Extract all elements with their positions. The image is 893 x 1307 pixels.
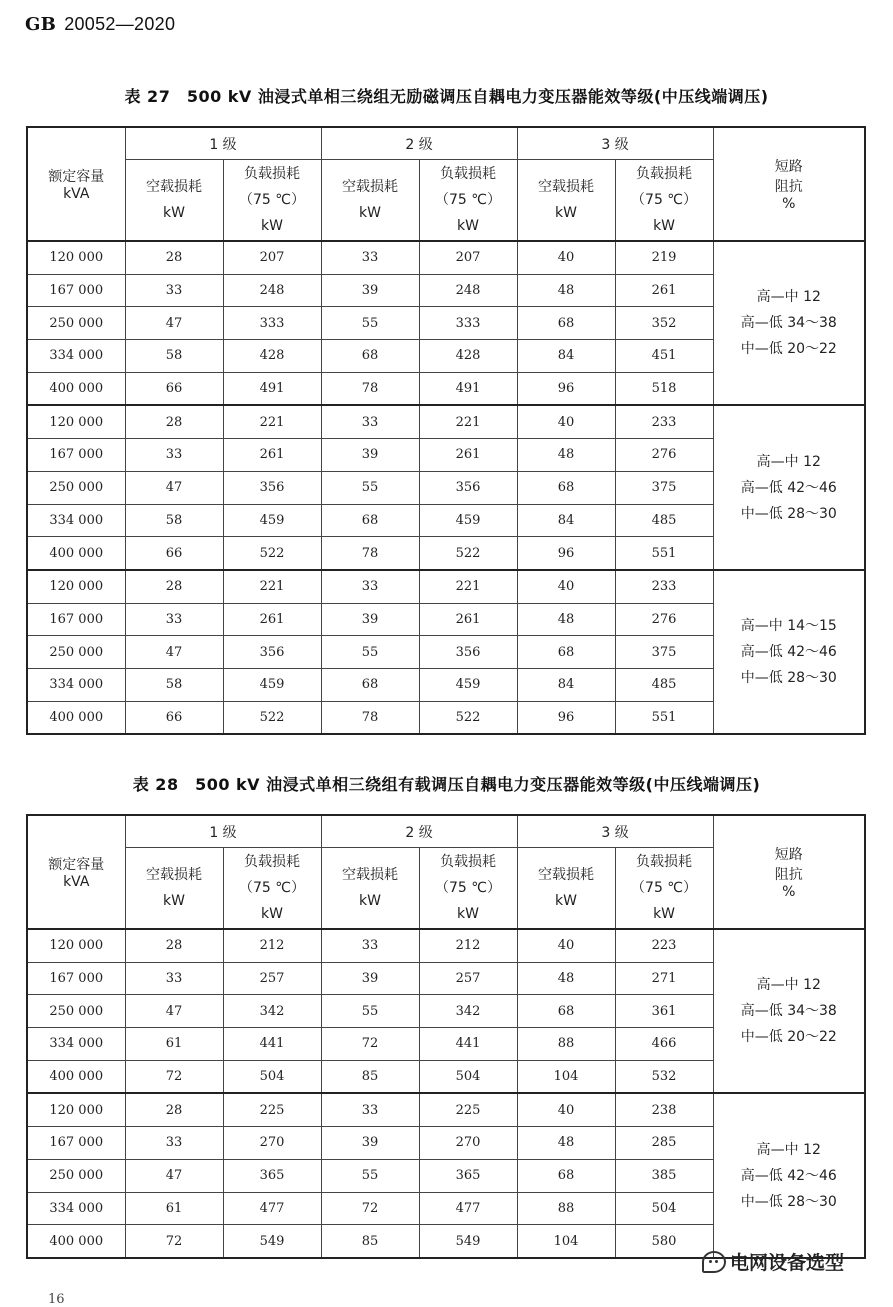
noload-loss-header [125,848,223,930]
table-cell: 78 [321,372,419,405]
table-cell: 167 000 [27,962,125,995]
header-line: 负载损耗 [244,166,300,182]
table-cell: 522 [419,701,517,734]
header-line: kW [261,218,283,234]
table-cell: 233 [615,570,713,603]
table-cell: 451 [615,340,713,373]
table-cell: 261 [223,439,321,472]
table-cell: 459 [223,668,321,701]
table-cell: 257 [223,962,321,995]
table-cell: 48 [517,962,615,995]
table-cell: 250 000 [27,636,125,669]
table-cell: 207 [419,241,517,274]
header-line: 额定容量 [48,857,105,873]
header-line: kW [457,906,479,922]
table-cell: 441 [223,1028,321,1061]
table-cell: 385 [615,1159,713,1192]
standard-code: GB 20052—2020 [25,14,176,35]
table-cell: 167 000 [27,1127,125,1160]
header-line: （75 ℃） [435,192,502,208]
table-cell: 477 [223,1192,321,1225]
header-line: （75 ℃） [435,880,502,896]
table-cell: 485 [615,504,713,537]
table-cell: 28 [125,570,223,603]
table-cell: 250 000 [27,471,125,504]
table-cell: 361 [615,995,713,1028]
row-group [27,929,865,1093]
table-cell: 250 000 [27,307,125,340]
impedance-cell [713,405,865,569]
table-cell: 250 000 [27,995,125,1028]
load-loss-header [223,848,321,930]
table-cell: 428 [223,340,321,373]
table-cell: 96 [517,701,615,734]
table-cell: 375 [615,471,713,504]
header-line: 负载损耗 [636,166,693,182]
table-cell: 120 000 [27,405,125,438]
table-cell: 248 [223,274,321,307]
table-cell: 400 000 [27,372,125,405]
table-cell: 333 [223,307,321,340]
table-cell: 85 [321,1060,419,1093]
table-cell: 48 [517,603,615,636]
table-cell: 400 000 [27,537,125,570]
table-cell: 238 [615,1093,713,1126]
table-cell: 167 000 [27,603,125,636]
table-cell: 96 [517,372,615,405]
table-cell: 88 [517,1192,615,1225]
impedance-header [713,815,865,929]
impedance-cell [713,570,865,734]
table-cell: 33 [321,1093,419,1126]
table-cell: 39 [321,274,419,307]
table-cell: 66 [125,372,223,405]
row-group [27,570,865,734]
header-line: 负载损耗 [636,854,693,870]
header-line: （75 ℃） [631,880,698,896]
grade3-header: 3 级 [517,127,713,160]
table-cell: 58 [125,504,223,537]
table-cell: 68 [517,636,615,669]
table-cell: 532 [615,1060,713,1093]
table-cell: 167 000 [27,439,125,472]
table-cell: 78 [321,701,419,734]
table-cell: 334 000 [27,504,125,537]
watermark-text: 电网设备选型 [730,1252,845,1274]
table-cell: 522 [419,537,517,570]
table-cell: 47 [125,471,223,504]
impedance-line: 高—中 12 [756,453,821,470]
table-cell: 61 [125,1028,223,1061]
impedance-cell [713,1093,865,1257]
header-line: 阻抗 [774,867,803,883]
table-cell: 342 [419,995,517,1028]
table-cell: 33 [321,570,419,603]
impedance-line: 高—低 34～38 [740,1003,837,1020]
header-line: 空载损耗 [342,179,399,195]
table-cell: 400 000 [27,1060,125,1093]
table-cell: 219 [615,241,713,274]
table-cell: 549 [223,1225,321,1258]
table-cell: 352 [615,307,713,340]
table-cell: 428 [419,340,517,373]
header-line: kVA [63,186,90,202]
table-cell: 104 [517,1060,615,1093]
header-line: kW [359,893,381,909]
table-cell: 39 [321,962,419,995]
impedance-line: 高—低 42～46 [740,644,837,661]
impedance-header [713,127,865,241]
table-cell: 356 [419,636,517,669]
table-row [27,570,865,603]
table-cell: 551 [615,537,713,570]
table-cell: 28 [125,241,223,274]
table-cell: 55 [321,307,419,340]
header-line: kVA [63,874,90,890]
table-cell: 55 [321,995,419,1028]
table-cell: 212 [223,929,321,962]
table-cell: 485 [615,668,713,701]
table-cell: 285 [615,1127,713,1160]
table-cell: 84 [517,340,615,373]
table-cell: 120 000 [27,929,125,962]
table-cell: 334 000 [27,1192,125,1225]
table-cell: 39 [321,1127,419,1160]
table-cell: 33 [321,405,419,438]
table-cell: 261 [419,603,517,636]
table-cell: 225 [419,1093,517,1126]
table-cell: 580 [615,1225,713,1258]
table-cell: 48 [517,439,615,472]
grade2-header: 2 级 [321,127,517,160]
table-cell: 459 [223,504,321,537]
header-line: % [782,884,796,900]
impedance-line: 高—低 42～46 [740,479,837,496]
table-row [27,405,865,438]
noload-loss-header [125,160,223,242]
table-cell: 120 000 [27,570,125,603]
table-cell: 68 [517,471,615,504]
table-cell: 72 [321,1192,419,1225]
table-cell: 225 [223,1093,321,1126]
table-cell: 28 [125,1093,223,1126]
table-cell: 167 000 [27,274,125,307]
impedance-line: 中—低 28～30 [740,1193,837,1210]
table-cell: 504 [419,1060,517,1093]
table-cell: 120 000 [27,1093,125,1126]
table-cell: 276 [615,439,713,472]
header-line: 负载损耗 [440,854,497,870]
table-cell: 221 [419,570,517,603]
table-cell: 66 [125,537,223,570]
table-cell: 261 [223,603,321,636]
header-line: kW [457,218,479,234]
table-cell: 441 [419,1028,517,1061]
watermark [702,1248,844,1275]
impedance-line: 高—中 14～15 [740,618,837,635]
row-group [27,241,865,405]
header-line: 空载损耗 [342,867,399,883]
table-cell: 33 [125,962,223,995]
table-cell: 459 [419,504,517,537]
table-cell: 522 [223,537,321,570]
table-cell: 491 [419,372,517,405]
impedance-line: 高—中 12 [756,977,821,994]
table-cell: 72 [125,1225,223,1258]
page-number: 16 [48,1292,65,1307]
noload-loss-header [321,160,419,242]
table-cell: 47 [125,1159,223,1192]
table-cell: 68 [321,504,419,537]
table-cell: 72 [125,1060,223,1093]
table-row [27,1093,865,1126]
table-cell: 40 [517,405,615,438]
table-cell: 104 [517,1225,615,1258]
header-line: （75 ℃） [631,192,698,208]
grade3-header: 3 级 [517,815,713,848]
header-line: 阻抗 [774,179,803,195]
table-cell: 61 [125,1192,223,1225]
impedance-cell [713,241,865,405]
table-cell: 33 [321,929,419,962]
table-row [27,929,865,962]
table-cell: 221 [419,405,517,438]
header-line: 空载损耗 [538,179,595,195]
table-cell: 466 [615,1028,713,1061]
table-cell: 84 [517,668,615,701]
table-cell: 48 [517,274,615,307]
table-cell: 375 [615,636,713,669]
table-cell: 40 [517,241,615,274]
table-cell: 47 [125,636,223,669]
table-cell: 549 [419,1225,517,1258]
header-line: kW [555,893,577,909]
impedance-line: 高—中 12 [756,1141,821,1158]
impedance-cell [713,929,865,1093]
table-cell: 47 [125,995,223,1028]
impedance-line: 高—低 34～38 [740,315,837,332]
header-line: kW [653,906,676,922]
impedance-line: 中—低 28～30 [740,670,837,687]
table-cell: 356 [223,471,321,504]
table-cell: 55 [321,471,419,504]
table-cell: 96 [517,537,615,570]
grade1-header: 1 级 [125,127,321,160]
table-cell: 88 [517,1028,615,1061]
table-cell: 221 [223,570,321,603]
table-cell: 39 [321,439,419,472]
table-cell: 48 [517,1127,615,1160]
impedance-line: 中—低 28～30 [740,505,837,522]
table-cell: 257 [419,962,517,995]
table-cell: 334 000 [27,668,125,701]
load-loss-header [223,160,321,242]
table-cell: 33 [125,1127,223,1160]
table-cell: 72 [321,1028,419,1061]
impedance-line: 中—低 20～22 [740,341,837,358]
table-cell: 270 [223,1127,321,1160]
row-group [27,405,865,569]
table-cell: 400 000 [27,701,125,734]
table-cell: 120 000 [27,241,125,274]
header-line: 短路 [774,847,803,863]
load-loss-header [419,848,517,930]
load-loss-header [615,848,713,930]
table-cell: 334 000 [27,1028,125,1061]
table-cell: 68 [321,340,419,373]
header-line: kW [163,893,185,909]
table-cell: 66 [125,701,223,734]
table-cell: 551 [615,701,713,734]
table-cell: 477 [419,1192,517,1225]
table-cell: 47 [125,307,223,340]
table28 [26,814,866,1259]
table-cell: 84 [517,504,615,537]
table-cell: 40 [517,1093,615,1126]
header-line: kW [163,205,185,221]
table-cell: 221 [223,405,321,438]
table-cell: 504 [223,1060,321,1093]
table-cell: 233 [615,405,713,438]
table-cell: 365 [419,1159,517,1192]
impedance-line: 高—低 42～46 [740,1167,837,1184]
header-line: 额定容量 [48,169,105,185]
header-line: 负载损耗 [440,166,497,182]
table-cell: 459 [419,668,517,701]
table-cell: 504 [615,1192,713,1225]
table-cell: 356 [223,636,321,669]
table-cell: 58 [125,340,223,373]
table-cell: 207 [223,241,321,274]
header-line: 负载损耗 [244,854,300,870]
capacity-header [27,127,125,241]
table-cell: 33 [125,603,223,636]
table-cell: 28 [125,405,223,438]
noload-loss-header [517,160,615,242]
header-line: 空载损耗 [538,867,595,883]
table-cell: 55 [321,1159,419,1192]
table-cell: 68 [517,307,615,340]
row-group [27,1093,865,1257]
table-cell: 78 [321,537,419,570]
table-cell: 261 [615,274,713,307]
table-cell: 68 [517,1159,615,1192]
impedance-line: 高—中 12 [756,289,821,306]
table-cell: 40 [517,929,615,962]
table-cell: 270 [419,1127,517,1160]
noload-loss-header [321,848,419,930]
table-cell: 333 [419,307,517,340]
header-line: 短路 [774,159,803,175]
load-loss-header [419,160,517,242]
table-cell: 356 [419,471,517,504]
table27 [26,126,866,735]
load-loss-header [615,160,713,242]
table-cell: 518 [615,372,713,405]
table-cell: 58 [125,668,223,701]
table-cell: 491 [223,372,321,405]
header-line: 空载损耗 [146,867,202,883]
capacity-header [27,815,125,929]
table-cell: 85 [321,1225,419,1258]
header-line: 空载损耗 [146,179,202,195]
table-cell: 522 [223,701,321,734]
table-cell: 342 [223,995,321,1028]
header-line: （75 ℃） [239,192,305,208]
header-line: kW [359,205,381,221]
wechat-icon [702,1251,726,1273]
impedance-line: 中—低 20～22 [740,1029,837,1046]
grade2-header: 2 级 [321,815,517,848]
table-cell: 33 [321,241,419,274]
table-cell: 271 [615,962,713,995]
table-cell: 334 000 [27,340,125,373]
header-line: kW [555,205,577,221]
table-cell: 223 [615,929,713,962]
table-cell: 55 [321,636,419,669]
table-cell: 40 [517,570,615,603]
table-row [27,241,865,274]
table-cell: 276 [615,603,713,636]
header-line: （75 ℃） [239,880,305,896]
table-cell: 250 000 [27,1159,125,1192]
table-cell: 212 [419,929,517,962]
header-line: kW [653,218,676,234]
header-line: % [782,196,796,212]
table28-caption: 表 28 500 kV 油浸式单相三绕组有载调压自耦电力变压器能效等级(中压线端调压) [132,775,761,794]
table-cell: 400 000 [27,1225,125,1258]
table-cell: 28 [125,929,223,962]
table-cell: 68 [321,668,419,701]
grade1-header: 1 级 [125,815,321,848]
table-cell: 261 [419,439,517,472]
table-cell: 33 [125,274,223,307]
table-cell: 33 [125,439,223,472]
table-cell: 68 [517,995,615,1028]
table-cell: 39 [321,603,419,636]
table-cell: 365 [223,1159,321,1192]
noload-loss-header [517,848,615,930]
table-cell: 248 [419,274,517,307]
header-line: kW [261,906,283,922]
table27-caption: 表 27 500 kV 油浸式单相三绕组无励磁调压自耦电力变压器能效等级(中压线端调压) [124,87,769,106]
